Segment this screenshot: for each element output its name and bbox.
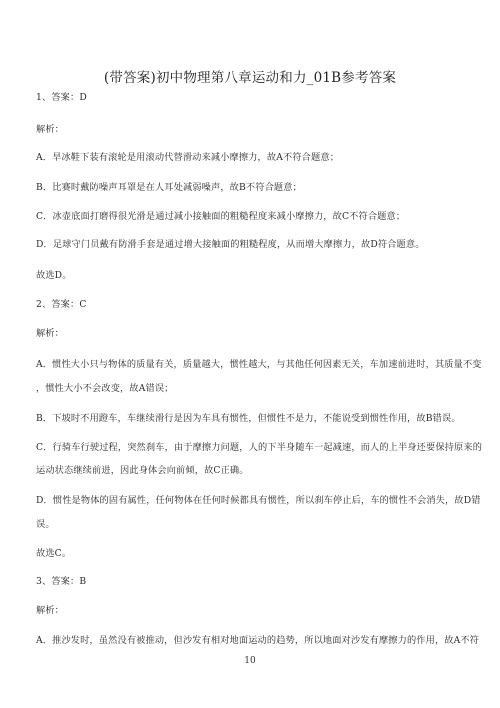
- conclusion-line: 故选C。: [36, 548, 72, 559]
- paragraph-line: 误。: [36, 519, 55, 530]
- analysis-label: 解析：: [36, 328, 65, 339]
- conclusion-line: 故选D。: [36, 270, 72, 281]
- page-number: 10: [244, 656, 256, 666]
- paragraph-line: C．行骑车行驶过程，突然刹车，由于摩擦力问题，人的下半身随车一起减速，而人的上半身还要保持原来的: [36, 442, 483, 453]
- analysis-label: 解析：: [36, 124, 65, 135]
- paragraph-line: ，惯性大小不会改变，故A错误；: [36, 383, 174, 394]
- answer-2-heading: 2、答案：C: [36, 299, 87, 310]
- paragraph-line: 运动状态继续前进，因此身体会向前倾，故C正确。: [36, 465, 249, 476]
- analysis-label: 解析：: [36, 605, 65, 616]
- paragraph-line: B．下坡时不用蹬车，车继续滑行是因为车具有惯性，但惯性不是力，不能说受到惯性作用，故B错误。: [36, 413, 461, 424]
- paragraph-line: A．推沙发时，虽然没有被推动，但沙发有相对地面运动的趋势，所以地面对沙发有摩擦力的作用，故A不符: [36, 635, 480, 646]
- page-title: (带答案)初中物理第八章运动和力_01B参考答案: [103, 70, 397, 86]
- answer-1-heading: 1、答案：D: [36, 92, 87, 103]
- paragraph-line: D．足球守门员戴有防滑手套是通过增大接触面的粗糙程度，从而增大摩擦力，故D符合题意。: [36, 239, 425, 250]
- paragraph-line: A．惯性大小只与物体的质量有关，质量越大，惯性越大，与其他任何因素无关，车加速前进时，其质量不变: [36, 359, 482, 370]
- paragraph-line: B．比赛时戴防噪声耳罩是在人耳处减弱噪声，故B不符合题意；: [36, 182, 302, 193]
- paragraph-line: D．惯性是物体的固有属性，任何物体在任何时候都具有惯性，所以刹车停止后，车的惯性不会消失，故D错: [36, 495, 481, 506]
- answer-3-heading: 3、答案：B: [36, 576, 87, 587]
- paragraph-line: A．旱冰鞋下装有滚轮是用滚动代替滑动来减小摩擦力，故A不符合题意；: [36, 152, 340, 163]
- paragraph-line: C．冰壶底面打磨得很光滑是通过减小接触面的粗糙程度来减小摩擦力，故C不符合题意；: [36, 211, 406, 222]
